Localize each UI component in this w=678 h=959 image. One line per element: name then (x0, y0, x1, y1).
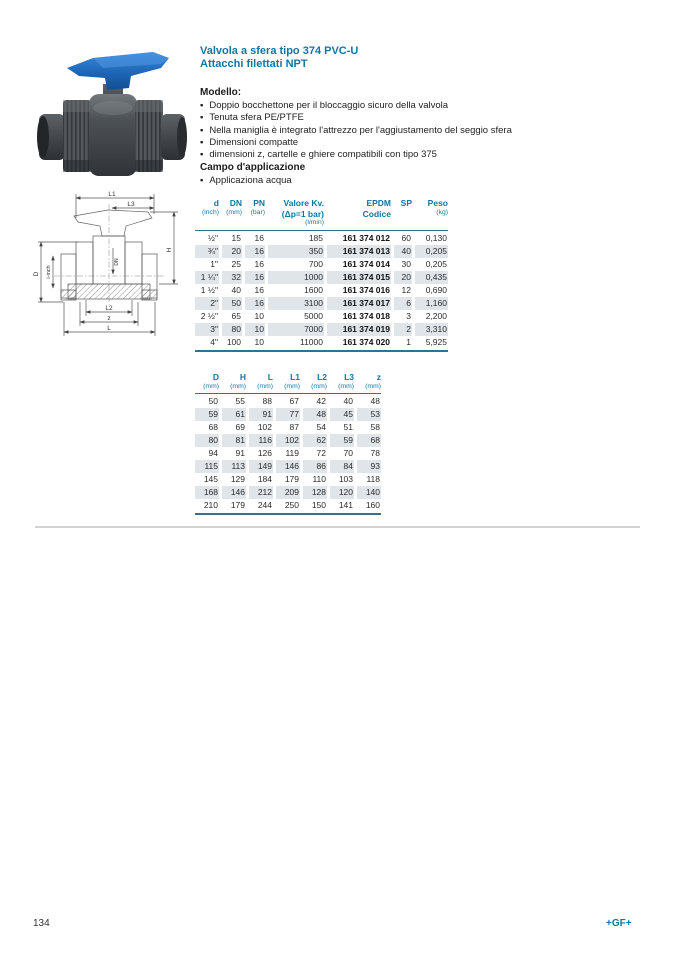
table-cell: 72 (316, 448, 326, 458)
table-cell: 161 374 020 (342, 336, 390, 347)
table-cell: 91 (249, 408, 273, 421)
table-cell: ½" (207, 232, 218, 243)
table-cell: 100 (226, 336, 241, 347)
table-cell: 16 (254, 284, 264, 295)
table-cell: 141 (338, 500, 353, 510)
table-cell: 32 (222, 271, 242, 284)
table-cell: 48 (370, 396, 380, 406)
table-cell: 1600 (304, 284, 323, 295)
table-cell: 150 (311, 500, 326, 510)
bullet-icon: • (200, 149, 204, 161)
table-cell: 68 (357, 434, 381, 447)
page-number: 134 (33, 918, 50, 929)
table-cell: ¾" (195, 245, 219, 258)
table-cell: 102 (276, 434, 300, 447)
col-header-epdm-codice: EPDM Codice (362, 198, 391, 219)
table-cell: 146 (276, 460, 300, 473)
dim-label-d: D (33, 271, 40, 277)
table-cell: 149 (249, 460, 273, 473)
table-cell: 62 (303, 434, 327, 447)
table-cell: 61 (222, 408, 246, 421)
table-cell: 45 (330, 408, 354, 421)
col-header-d: d (inch) (202, 198, 219, 216)
table-cell: 0,435 (415, 271, 448, 284)
table-cell: 16 (254, 258, 264, 269)
table-cell: 59 (330, 434, 354, 447)
bullet-text: Nella maniglia è integrato l'attrezzo per l'aggiustamento del seggio sfera (209, 124, 512, 136)
model-bullet-list (200, 100, 620, 161)
table-cell: 210 (203, 500, 218, 510)
table-cell: 30 (401, 258, 411, 269)
table-cell: 3 (406, 310, 411, 321)
col-header-kv: Valore Kv. (Δp=1 bar) (l/min) (281, 198, 324, 226)
table-cell: 93 (357, 460, 381, 473)
page-title (200, 45, 358, 70)
table-cell: 110 (312, 474, 326, 484)
bullet-item (200, 112, 620, 124)
table-cell: 4" (210, 336, 218, 347)
table-cell: 140 (357, 486, 381, 499)
table-cell: 77 (276, 408, 300, 421)
table-cell: 16 (245, 271, 265, 284)
application-heading: Campo d'applicazione (200, 162, 306, 173)
table-cell: 161 374 016 (342, 284, 390, 295)
gf-logo: +GF+ (606, 918, 632, 929)
table-cell: 88 (262, 396, 272, 406)
table-cell: 161 374 012 (342, 232, 390, 243)
dimension-drawing-svg (28, 190, 194, 358)
table-cell: 103 (338, 474, 353, 484)
table-cell: 1 ¼" (195, 271, 219, 284)
valve-product-photo (33, 42, 191, 180)
table-cell: 25 (231, 258, 241, 269)
valve-specs-table (195, 198, 448, 352)
bullet-text: Doppio bocchettone per il bloccaggio sicuro della valvola (209, 100, 449, 111)
table-cell: 0,205 (425, 258, 447, 269)
table-cell: 1000 (268, 271, 324, 284)
bullet-text: Applicaziona acqua (209, 175, 292, 186)
table-cell: 161 374 013 (327, 245, 391, 258)
col-header-peso: Peso (kg) (427, 198, 448, 216)
bullet-icon: • (200, 100, 204, 111)
valve-dimension-drawing (28, 190, 194, 358)
table-cell: 2 ½" (200, 310, 218, 321)
table-cell: 40 (394, 245, 412, 258)
model-heading: Modello: (200, 87, 242, 98)
table-cell: 209 (276, 486, 300, 499)
table-cell: 3,310 (415, 323, 448, 336)
table-cell: 145 (203, 474, 218, 484)
dim-label-l: L (107, 325, 111, 332)
table-cell: 10 (254, 336, 264, 347)
col-header-l1: L1 (mm) (284, 372, 300, 390)
table-cell: 68 (208, 422, 218, 432)
bullet-icon: • (200, 112, 204, 124)
table-cell: 161 374 017 (327, 297, 391, 310)
bullet-icon: • (200, 124, 204, 136)
col-header-z: z (mm) (365, 372, 381, 390)
dim-label-z: z (107, 315, 111, 322)
specs-table-bottom-rule (195, 350, 448, 352)
dimensions-table-body (195, 395, 381, 512)
table-cell: 16 (245, 245, 265, 258)
table-cell: 161 374 015 (327, 271, 391, 284)
table-cell: 250 (284, 500, 299, 510)
table-cell: 7000 (268, 323, 324, 336)
table-cell: 10 (254, 310, 264, 321)
table-cell: 2 (394, 323, 412, 336)
col-header-sp: SP (400, 198, 412, 208)
table-cell: 168 (195, 486, 219, 499)
table-cell: 10 (245, 323, 265, 336)
table-cell: 161 374 018 (342, 310, 390, 321)
col-header-l3: L3 (mm) (338, 372, 354, 390)
bullet-text: dimensioni z, cartelle e ghiere compatibili con tipo 375 (209, 149, 437, 161)
table-cell: 126 (257, 448, 272, 458)
table-cell: 185 (308, 232, 323, 243)
table-cell: 94 (208, 448, 218, 458)
table-cell: 113 (222, 460, 246, 473)
table-cell: 16 (254, 232, 264, 243)
table-cell: 116 (249, 434, 273, 447)
table-cell: 129 (230, 474, 245, 484)
col-header-dn: DN (mm) (226, 198, 242, 216)
dim-label-dn: DN (114, 258, 120, 266)
table-cell: 40 (231, 284, 241, 295)
table-cell: 3100 (268, 297, 324, 310)
application-bullet-list (200, 175, 500, 187)
bullet-item (200, 149, 620, 161)
table-cell: 179 (230, 500, 245, 510)
table-cell: 11000 (299, 336, 323, 347)
table-cell: 5000 (304, 310, 323, 321)
table-cell: 115 (195, 460, 219, 473)
table-cell: 16 (245, 297, 265, 310)
table-cell: 2,200 (425, 310, 447, 321)
table-cell: 60 (401, 232, 411, 243)
table-cell: 350 (268, 245, 324, 258)
table-cell: 78 (370, 448, 380, 458)
table-cell: 15 (231, 232, 241, 243)
table-cell: 20 (394, 271, 412, 284)
table-cell: 81 (222, 434, 246, 447)
col-header-pn: PN (bar) (250, 198, 265, 216)
specs-table-header (195, 198, 448, 231)
table-cell: 87 (289, 422, 299, 432)
table-cell: 59 (195, 408, 219, 421)
dimensions-table-bottom-rule (195, 513, 381, 515)
table-cell: 5,925 (425, 336, 447, 347)
table-cell: 3" (195, 323, 219, 336)
bullet-icon: • (200, 136, 204, 148)
table-cell: 70 (343, 448, 353, 458)
dimensions-table-header (195, 372, 381, 394)
table-cell: 161 374 019 (327, 323, 391, 336)
table-cell: 55 (235, 396, 245, 406)
bullet-item (200, 100, 620, 112)
dim-label-h: H (166, 247, 173, 253)
bullet-item (200, 175, 500, 187)
table-cell: 12 (401, 284, 411, 295)
table-cell: 0,205 (415, 245, 448, 258)
table-cell: 50 (208, 396, 218, 406)
table-cell: 0,690 (425, 284, 447, 295)
table-cell: 146 (222, 486, 246, 499)
table-cell: 48 (303, 408, 327, 421)
table-cell: 80 (222, 323, 242, 336)
table-cell: 244 (257, 500, 272, 510)
dim-label-l3: L3 (127, 201, 135, 208)
bullet-text: Tenuta sfera PE/PTFE (209, 112, 304, 124)
table-cell: 51 (343, 422, 353, 432)
specs-table-body (195, 232, 448, 349)
table-cell: 80 (195, 434, 219, 447)
table-cell: 67 (289, 396, 299, 406)
table-cell: 6 (394, 297, 412, 310)
table-cell: 119 (285, 448, 299, 458)
valve-photo-illustration (33, 42, 191, 180)
table-cell: 1,160 (415, 297, 448, 310)
col-header-l2: L2 (mm) (311, 372, 327, 390)
table-cell: 84 (330, 460, 354, 473)
table-cell: 53 (357, 408, 381, 421)
bullet-item (200, 137, 620, 149)
table-cell: 50 (222, 297, 242, 310)
bullet-item (200, 125, 620, 137)
table-cell: 2" (195, 297, 219, 310)
table-cell: 118 (366, 474, 380, 484)
table-cell: 102 (257, 422, 272, 432)
table-cell: 54 (316, 422, 326, 432)
table-cell: 160 (365, 500, 380, 510)
col-header-h: H (mm) (230, 372, 246, 390)
table-cell: 20 (222, 245, 242, 258)
table-cell: 40 (343, 396, 353, 406)
dim-label-l2: L2 (105, 305, 113, 312)
table-cell: 184 (257, 474, 272, 484)
table-cell: 1 (406, 336, 411, 347)
table-cell: 700 (308, 258, 323, 269)
table-cell: 58 (370, 422, 380, 432)
table-cell: 0,130 (425, 232, 447, 243)
page-title-line1: Valvola a sfera tipo 374 PVC-U (200, 45, 359, 57)
dim-label-i-inch: i-inch (46, 265, 52, 279)
table-cell: 179 (284, 474, 299, 484)
table-cell: 42 (316, 396, 326, 406)
table-cell: 128 (303, 486, 327, 499)
table-cell: 120 (330, 486, 354, 499)
page-title-line2: Attacchi filettati NPT (200, 57, 308, 70)
table-cell: 161 374 014 (342, 258, 390, 269)
bullet-text: Dimensioni compatte (209, 136, 299, 148)
dimensions-table (195, 372, 381, 515)
bullet-icon: • (200, 175, 204, 186)
dim-label-l1: L1 (108, 191, 116, 198)
col-header-l: L (mm) (257, 372, 273, 390)
col-header-d: D (mm) (203, 372, 219, 390)
table-cell: 69 (235, 422, 245, 432)
table-cell: 212 (249, 486, 273, 499)
table-cell: 1" (210, 258, 218, 269)
table-cell: 65 (231, 310, 241, 321)
table-cell: 86 (303, 460, 327, 473)
table-cell: 1 ½" (200, 284, 218, 295)
table-cell: 91 (235, 448, 245, 458)
section-divider (35, 526, 640, 528)
